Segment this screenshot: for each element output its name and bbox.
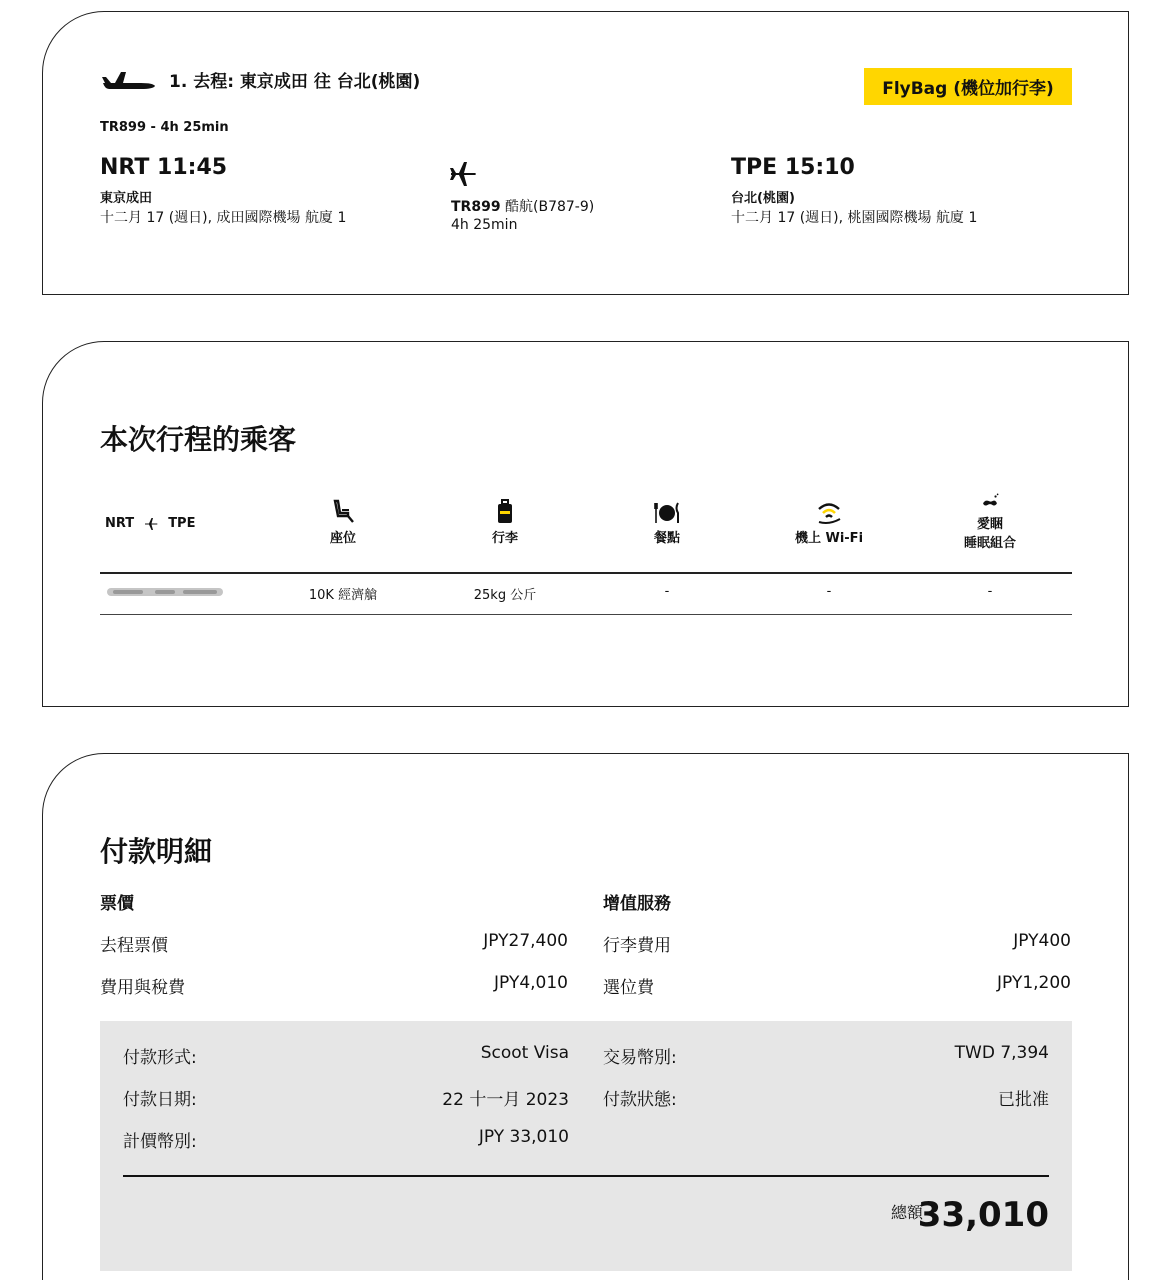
departure-time: NRT 11:45 [100,155,228,180]
service-label: 餐點 [653,531,680,546]
passenger-seat: 10K 經濟艙 [308,588,378,603]
flight-number: TR899 [451,199,501,215]
summary-divider [123,1175,1049,1177]
meal-icon [654,499,680,525]
service-wifi [754,499,904,548]
total-label: 總額 [890,1203,923,1222]
route-label [105,516,195,531]
passenger-sleep: - [987,584,993,599]
summary-label: 付款日期: [123,1090,197,1110]
service-label: 愛睏 睡眠組合 [963,517,1016,551]
departing-plane-icon [101,68,157,92]
table-divider [100,614,1072,615]
passenger-meal: - [664,584,670,599]
summary-label: 付款狀態: [603,1090,677,1110]
fare-type-badge: FlyBag (機位加行李) [864,68,1072,105]
service-seat [268,499,418,548]
fare-row-label: 費用與稅費 [100,978,185,998]
service-meal [592,499,742,548]
service-sleep [915,493,1065,553]
payment-title: 付款明細 [100,835,213,868]
arrival-detail: 十二月 17 (週日), 桃園國際機場 航廈 1 [731,210,978,226]
summary-value: JPY 33,010 [478,1127,569,1147]
fare-row-value: JPY4,010 [494,973,568,993]
summary-label: 計價幣別: [123,1132,197,1152]
payment-summary [100,1021,1072,1271]
summary-label: 交易幣別: [603,1048,677,1068]
summary-label: 付款形式: [123,1048,197,1068]
arrival-city: 台北(桃園) [731,191,795,206]
seat-icon [330,499,356,525]
addon-row-value: JPY1,200 [997,973,1071,993]
wifi-icon [816,499,842,525]
fare-row-label: 去程票價 [100,936,168,956]
addon-row-label: 行李費用 [603,936,671,956]
departure-city: 東京成田 [100,191,153,206]
service-label: 機上 Wi-Fi [794,531,864,546]
table-divider [100,572,1072,574]
leg-title: 1. 去程: 東京成田 往 台北(桃園) [169,72,421,92]
route-destination: TPE [168,516,196,531]
flight-number-duration: TR899 - 4h 25min [100,120,229,135]
summary-value: 22 十一月 2023 [442,1090,569,1110]
route-origin: NRT [105,516,135,531]
summary-value: Scoot Visa [480,1043,569,1063]
addon-heading: 增值服務 [603,894,671,914]
addon-row-value: JPY400 [1013,931,1071,951]
passengers-card [42,341,1129,707]
service-label: 座位 [329,531,356,546]
luggage-icon [492,499,518,525]
total-amount: 33,010 [917,1195,1049,1235]
passenger-wifi: - [826,584,832,599]
fare-heading: 票價 [100,894,134,914]
passenger-baggage: 25kg 公斤 [473,588,537,603]
plane-icon [449,160,477,188]
flight-card [42,11,1129,295]
passengers-title: 本次行程的乘客 [100,423,297,456]
service-baggage [430,499,580,548]
plane-icon [143,517,159,531]
flight-duration: 4h 25min [451,217,518,233]
passenger-name-redacted [105,581,225,603]
summary-value: TWD 7,394 [954,1043,1049,1063]
flight-info [451,196,594,216]
summary-value: 已批准 [998,1090,1049,1110]
arrival-time: TPE 15:10 [731,155,855,180]
carrier-aircraft: 酷航(B787-9) [500,199,595,215]
addon-row-label: 選位費 [603,978,654,998]
departure-detail: 十二月 17 (週日), 成田國際機場 航廈 1 [100,210,347,226]
sleep-mask-icon [979,493,1001,511]
service-label: 行李 [491,531,518,546]
payment-card [42,753,1129,1280]
fare-row-value: JPY27,400 [483,931,568,951]
